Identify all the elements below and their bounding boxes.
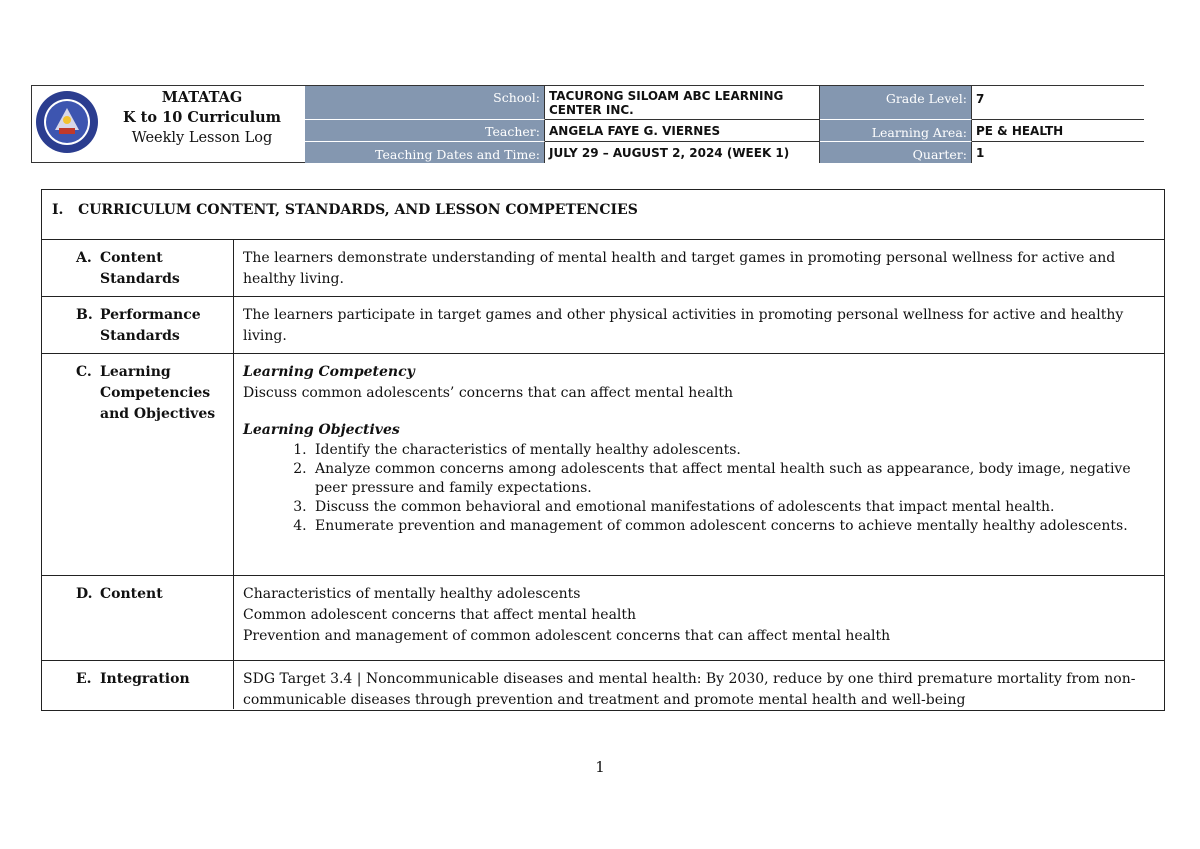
content-line: Common adolescent concerns that affect mental health (243, 607, 637, 623)
quarter-value: 1 (972, 142, 1144, 163)
learning-objectives-heading: Learning Objectives (243, 422, 400, 438)
teacher-value: ANGELA FAYE G. VIERNES (545, 120, 820, 142)
row-label-text: Performance Standards (100, 307, 201, 344)
list-item: 1. Identify the characteristics of mentally healthy adolescents. (311, 441, 1154, 460)
content-lines (243, 576, 1154, 647)
learning-competency-heading: Learning Competency (243, 364, 415, 380)
grade-level-value: 7 (972, 86, 1144, 120)
section-heading (42, 190, 1164, 240)
row-letter: A. (76, 250, 92, 266)
title-matatag: MATATAG (161, 89, 243, 106)
learning-area-label: Learning Area: (820, 120, 972, 142)
row-label-integration (42, 661, 234, 709)
teaching-dates-label: Teaching Dates and Time: (305, 142, 545, 163)
row-label-performance-standards (42, 297, 234, 353)
learning-competencies-content (243, 354, 1154, 536)
row-letter: C. (76, 364, 92, 380)
teaching-dates-value: JULY 29 – AUGUST 2, 2024 (WEEK 1) (545, 142, 820, 163)
row-letter: D. (76, 586, 93, 602)
quarter-label: Quarter: (820, 142, 972, 163)
row-label-learning-competencies (42, 354, 234, 575)
row-label-content-standards (42, 240, 234, 296)
list-item: 3. Discuss the common behavioral and emotional manifestations of adolescents that impact mental health. (311, 498, 1154, 517)
document-titles (102, 88, 302, 148)
performance-standards-text: The learners participate in target games and other physical activities in promoting personal wellness for active and healthy living. (243, 307, 1124, 344)
row-label-text: Learning Competencies and Objectives (100, 364, 216, 422)
learning-competency-text: Discuss common adolescents’ concerns that can affect mental health (243, 385, 734, 401)
integration-text: SDG Target 3.4 | Noncommunicable diseases and mental health: By 2030, reduce by one third premature mortality from non-communicable diseases through prevention and treatment and promote mental health and well-being (243, 671, 1136, 708)
row-label-text: Content (100, 586, 163, 602)
table-row-learning-competencies (42, 354, 1164, 576)
learning-objectives-list (243, 441, 1154, 536)
row-label-text: Content Standards (100, 250, 180, 287)
row-letter: E. (76, 671, 92, 687)
curriculum-table (41, 189, 1165, 711)
content-line: Characteristics of mentally healthy adolescents (243, 586, 581, 602)
content-standards-text: The learners demonstrate understanding of mental health and target games in promoting personal wellness for active and healthy living. (243, 250, 1116, 287)
table-row-content (42, 576, 1164, 661)
school-label: School: (305, 86, 545, 120)
table-row-content-standards (42, 240, 1164, 297)
teacher-label: Teacher: (305, 120, 545, 142)
list-item: 2. Analyze common concerns among adolescents that affect mental health such as appearance, body image, negative peer pressure and family expectations. (311, 460, 1154, 498)
table-row-performance-standards (42, 297, 1164, 354)
page-number: 1 (595, 758, 605, 776)
title-curriculum: K to 10 Curriculum (123, 109, 281, 126)
row-label-content (42, 576, 234, 660)
section-title: CURRICULUM CONTENT, STANDARDS, AND LESSON COMPETENCIES (78, 202, 638, 218)
school-value: TACURONG SILOAM ABC LEARNING CENTER INC. (545, 86, 820, 120)
grade-level-label: Grade Level: (820, 86, 972, 120)
lesson-log-header (31, 85, 1144, 163)
title-weekly-lesson-log: Weekly Lesson Log (131, 130, 273, 146)
row-label-text: Integration (100, 671, 190, 687)
deped-seal-logo (35, 90, 99, 154)
section-number: I. (52, 202, 64, 218)
learning-area-value: PE & HEALTH (972, 120, 1144, 142)
list-item: 4. Enumerate prevention and management of common adolescent concerns to achieve mentally healthy adolescents. (311, 517, 1154, 536)
row-letter: B. (76, 307, 93, 323)
content-line: Prevention and management of common adolescent concerns that can affect mental health (243, 628, 891, 644)
table-row-integration (42, 661, 1164, 709)
